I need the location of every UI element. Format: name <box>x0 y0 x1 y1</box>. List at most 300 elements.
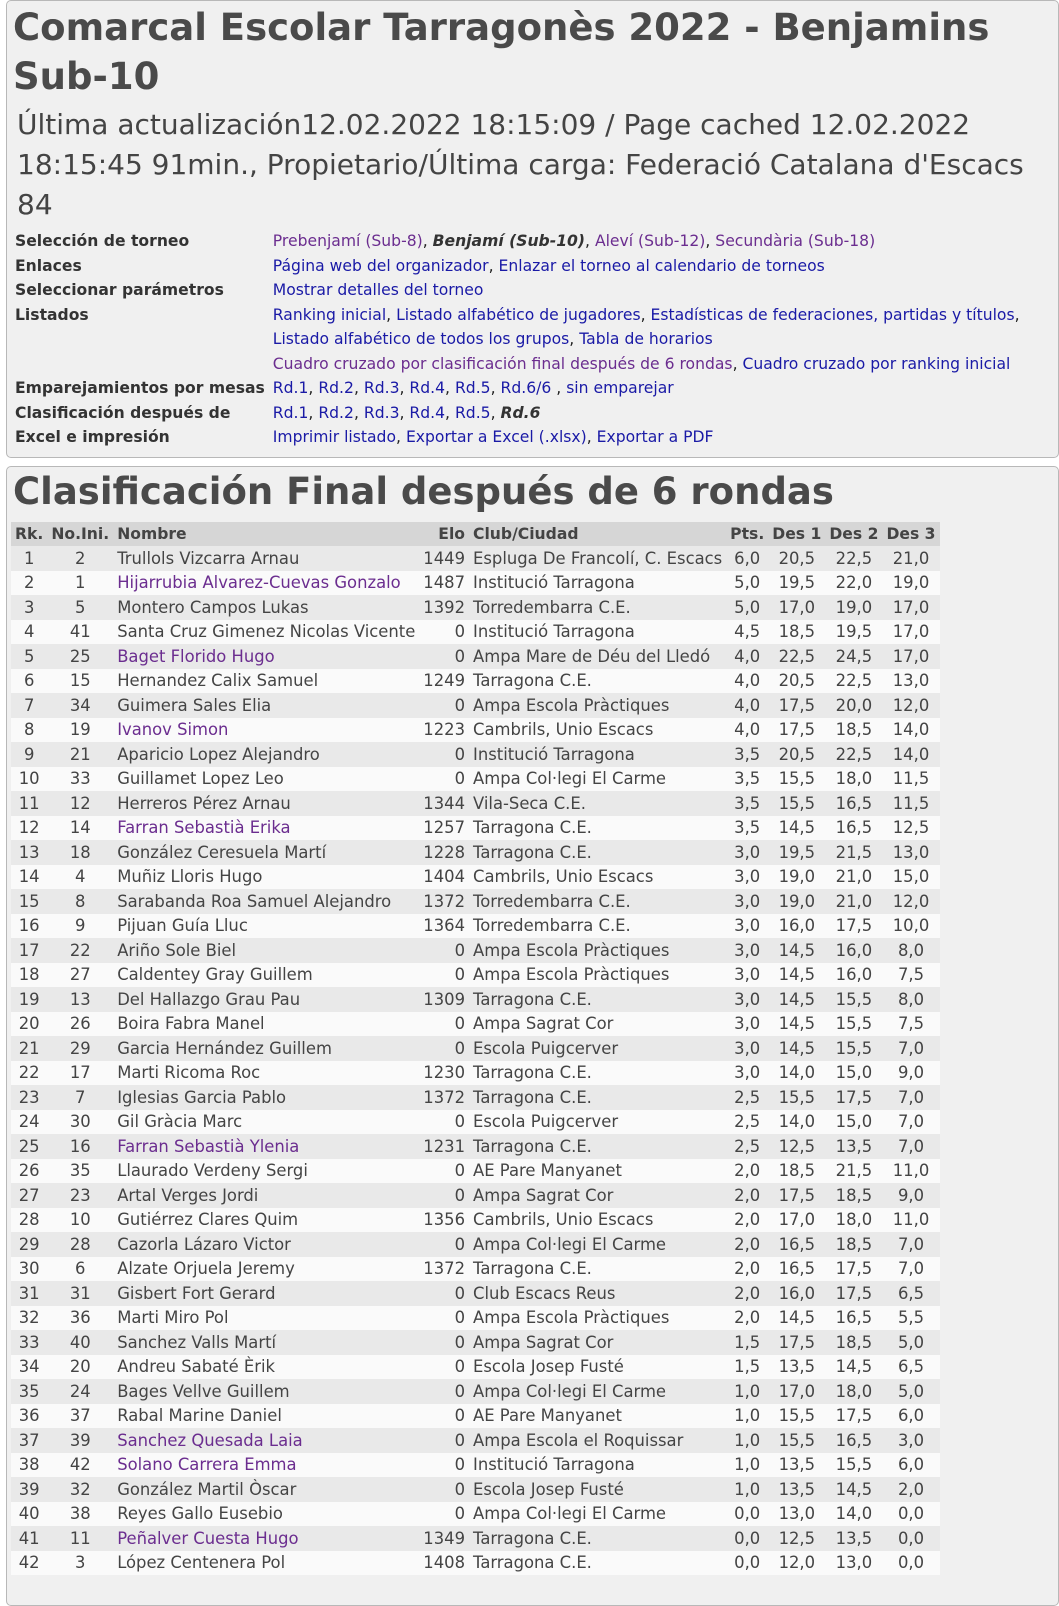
player-name-link[interactable]: Caldentey Gray Guillem <box>113 963 419 988</box>
player-name-link[interactable]: Montero Campos Lukas <box>113 595 419 620</box>
points-cell: 2,0 <box>726 1159 768 1184</box>
link-initial-ranking[interactable]: Ranking inicial <box>272 305 387 324</box>
points-cell: 3,5 <box>726 767 768 792</box>
table-row <box>11 1453 940 1478</box>
rank-cell: 11 <box>11 791 47 816</box>
player-name-link[interactable]: Rabal Marine Daniel <box>113 1404 419 1429</box>
tiebreak-3-cell: 0,0 <box>882 1526 939 1551</box>
player-name-link[interactable]: Sarabanda Roa Samuel Alejandro <box>113 889 419 914</box>
link-show-details[interactable]: Mostrar detalles del torneo <box>272 281 484 299</box>
start-no-cell: 40 <box>47 1330 113 1355</box>
table-row <box>11 1379 940 1404</box>
player-name-link[interactable]: Reyes Gallo Eusebio <box>113 1502 419 1527</box>
player-name-link[interactable]: Marti Ricoma Roc <box>113 1061 419 1086</box>
player-name-link[interactable]: Guimera Sales Elia <box>113 693 419 718</box>
table-row <box>11 1257 940 1282</box>
points-cell: 0,0 <box>726 1526 768 1551</box>
tiebreak-1-cell: 14,5 <box>768 963 825 988</box>
table-row <box>11 791 940 816</box>
player-name-link[interactable]: Santa Cruz Gimenez Nicolas Vicente <box>113 620 419 645</box>
start-no-cell: 25 <box>47 644 113 669</box>
tiebreak-3-cell: 12,5 <box>882 816 939 841</box>
start-no-cell: 28 <box>47 1232 113 1257</box>
points-cell: 5,0 <box>726 571 768 596</box>
club-cell: Escola Josep Fusté <box>469 1477 726 1502</box>
tiebreak-1-cell: 14,0 <box>768 1110 825 1135</box>
start-no-cell: 36 <box>47 1306 113 1331</box>
table-row <box>11 1232 940 1257</box>
tiebreak-2-cell: 15,5 <box>825 1036 882 1061</box>
elo-cell: 0 <box>419 1355 469 1380</box>
tiebreak-3-cell: 7,0 <box>882 1257 939 1282</box>
tiebreak-1-cell: 17,5 <box>768 693 825 718</box>
tiebreak-2-cell: 16,5 <box>825 1306 882 1331</box>
tiebreak-2-cell: 15,0 <box>825 1110 882 1135</box>
link-pairing-rd3[interactable]: Rd.3 <box>363 379 400 397</box>
tiebreak-3-cell: 15,0 <box>882 865 939 890</box>
elo-cell: 1364 <box>419 914 469 939</box>
rank-cell: 24 <box>11 1110 47 1135</box>
tiebreak-2-cell: 14,5 <box>825 1355 882 1380</box>
elo-cell: 1249 <box>419 669 469 694</box>
club-cell: Tarragona C.E. <box>469 1061 726 1086</box>
club-cell: Ampa Mare de Déu del Lledó <box>469 644 726 669</box>
tiebreak-3-cell: 14,0 <box>882 718 939 743</box>
table-row <box>11 1134 940 1159</box>
table-row <box>11 1110 940 1135</box>
rank-cell: 6 <box>11 669 47 694</box>
player-name-link[interactable]: Alzate Orjuela Jeremy <box>113 1257 419 1282</box>
param-label: Listados <box>15 305 89 324</box>
table-row <box>11 718 940 743</box>
club-cell: Institució Tarragona <box>469 571 726 596</box>
points-cell: 3,0 <box>726 889 768 914</box>
link-print[interactable]: Imprimir listado <box>272 428 397 446</box>
elo-cell: 1309 <box>419 987 469 1012</box>
club-cell: Tarragona C.E. <box>469 669 726 694</box>
rank-cell: 38 <box>11 1453 47 1478</box>
rank-cell: 42 <box>11 1551 47 1576</box>
tiebreak-1-cell: 16,0 <box>768 1281 825 1306</box>
start-no-cell: 6 <box>47 1257 113 1282</box>
tiebreak-1-cell: 14,5 <box>768 1012 825 1037</box>
tiebreak-3-cell: 8,0 <box>882 987 939 1012</box>
table-row <box>11 1281 940 1306</box>
player-name-link[interactable]: Gil Gràcia Marc <box>113 1110 419 1135</box>
param-label: Emparejamientos por mesas <box>15 379 265 397</box>
player-name-link[interactable]: Bages Vellve Guillem <box>113 1379 419 1404</box>
link-pairing-rd5[interactable]: Rd.5 <box>454 379 491 397</box>
elo-cell: 0 <box>419 1306 469 1331</box>
points-cell: 2,5 <box>726 1110 768 1135</box>
rank-cell: 7 <box>11 693 47 718</box>
link-alphabetical-groups[interactable]: Listado alfabético de todos los grupos <box>272 330 570 348</box>
tiebreak-3-cell: 21,0 <box>882 546 939 571</box>
rank-cell: 20 <box>11 1012 47 1037</box>
link-export-excel[interactable]: Exportar a Excel (.xlsx) <box>405 428 587 446</box>
club-cell: Espluga De Francolí, C. Escacs <box>469 546 726 571</box>
player-name-link[interactable]: Gisbert Fort Gerard <box>113 1281 419 1306</box>
col-rank: Rk. <box>11 522 47 546</box>
table-row <box>11 1404 940 1429</box>
player-name-link[interactable]: Guillamet Lopez Leo <box>113 767 419 792</box>
col-points: Pts. <box>726 522 768 546</box>
parameters-table <box>11 229 1024 450</box>
elo-cell: 1449 <box>419 546 469 571</box>
player-name-link[interactable]: Sanchez Valls Martí <box>113 1330 419 1355</box>
tiebreak-1-cell: 17,0 <box>768 1379 825 1404</box>
link-export-pdf[interactable]: Exportar a PDF <box>596 428 714 446</box>
elo-cell: 1392 <box>419 595 469 620</box>
player-name-link[interactable]: Hernandez Calix Samuel <box>113 669 419 694</box>
points-cell: 4,0 <box>726 693 768 718</box>
tiebreak-2-cell: 22,5 <box>825 669 882 694</box>
elo-cell: 0 <box>419 938 469 963</box>
player-name-link[interactable]: Gutiérrez Clares Quim <box>113 1208 419 1233</box>
elo-cell: 1223 <box>419 718 469 743</box>
start-no-cell: 12 <box>47 791 113 816</box>
club-cell: Institució Tarragona <box>469 742 726 767</box>
link-pairing-rd6[interactable]: Rd.6/6 <box>500 379 552 397</box>
rank-cell: 31 <box>11 1281 47 1306</box>
club-cell: Tarragona C.E. <box>469 1551 726 1576</box>
club-cell: Ampa Escola Pràctiques <box>469 1306 726 1331</box>
param-label: Excel e impresión <box>15 428 170 446</box>
tiebreak-3-cell: 7,0 <box>882 1232 939 1257</box>
club-cell: Ampa Col·legi El Carme <box>469 1379 726 1404</box>
player-name-link[interactable]: Ariño Sole Biel <box>113 938 419 963</box>
tiebreak-3-cell: 17,0 <box>882 644 939 669</box>
rank-cell: 15 <box>11 889 47 914</box>
tiebreak-3-cell: 11,5 <box>882 767 939 792</box>
tiebreak-3-cell: 9,0 <box>882 1183 939 1208</box>
player-name-link[interactable]: Artal Verges Jordi <box>113 1183 419 1208</box>
player-name-link[interactable]: Muñiz Lloris Hugo <box>113 865 419 890</box>
col-name: Nombre <box>113 522 419 546</box>
rank-cell: 3 <box>11 595 47 620</box>
tiebreak-2-cell: 17,5 <box>825 1085 882 1110</box>
tiebreak-1-cell: 16,0 <box>768 914 825 939</box>
table-row <box>11 1306 940 1331</box>
elo-cell: 0 <box>419 693 469 718</box>
points-cell: 1,0 <box>726 1453 768 1478</box>
tiebreak-3-cell: 17,0 <box>882 595 939 620</box>
rank-cell: 8 <box>11 718 47 743</box>
start-no-cell: 11 <box>47 1526 113 1551</box>
points-cell: 0,0 <box>726 1551 768 1576</box>
start-no-cell: 9 <box>47 914 113 939</box>
rank-cell: 16 <box>11 914 47 939</box>
link-schedule[interactable]: Tabla de horarios <box>579 330 713 348</box>
points-cell: 3,5 <box>726 791 768 816</box>
points-cell: 2,0 <box>726 1281 768 1306</box>
rank-cell: 12 <box>11 816 47 841</box>
tiebreak-2-cell: 21,0 <box>825 865 882 890</box>
elo-cell: 1230 <box>419 1061 469 1086</box>
rank-cell: 19 <box>11 987 47 1012</box>
rank-cell: 40 <box>11 1502 47 1527</box>
player-name-link[interactable]: Baget Florido Hugo <box>113 644 419 669</box>
rank-cell: 39 <box>11 1477 47 1502</box>
tiebreak-2-cell: 20,0 <box>825 693 882 718</box>
start-no-cell: 29 <box>47 1036 113 1061</box>
player-name-link[interactable]: Iglesias Garcia Pablo <box>113 1085 419 1110</box>
tiebreak-3-cell: 11,0 <box>882 1159 939 1184</box>
tiebreak-2-cell: 16,5 <box>825 816 882 841</box>
tiebreak-3-cell: 7,5 <box>882 1012 939 1037</box>
player-name-link[interactable]: Trullols Vizcarra Arnau <box>113 546 419 571</box>
player-name-link[interactable]: López Centenera Pol <box>113 1551 419 1576</box>
club-cell: Vila-Seca C.E. <box>469 791 726 816</box>
table-row <box>11 1355 940 1380</box>
tiebreak-1-cell: 13,5 <box>768 1453 825 1478</box>
points-cell: 4,0 <box>726 644 768 669</box>
elo-cell: 0 <box>419 1012 469 1037</box>
rank-cell: 2 <box>11 571 47 596</box>
start-no-cell: 38 <box>47 1502 113 1527</box>
tiebreak-2-cell: 13,5 <box>825 1526 882 1551</box>
start-no-cell: 16 <box>47 1134 113 1159</box>
points-cell: 3,0 <box>726 1036 768 1061</box>
link-pairing-rd1[interactable]: Rd.1 <box>272 379 309 397</box>
table-row <box>11 693 940 718</box>
link-alevi[interactable]: Aleví (Sub-12) <box>594 232 706 250</box>
club-cell: Tarragona C.E. <box>469 1526 726 1551</box>
link-pairing-rd2[interactable]: Rd.2 <box>318 379 354 397</box>
link-alphabetical-players[interactable]: Listado alfabético de jugadores <box>396 305 641 324</box>
elo-cell: 1372 <box>419 889 469 914</box>
link-unpaired[interactable]: sin emparejar <box>566 379 674 397</box>
elo-cell: 1349 <box>419 1526 469 1551</box>
link-statistics[interactable]: Estadísticas de federaciones, partidas y títulos <box>650 305 1015 324</box>
table-header-row <box>11 522 940 546</box>
tiebreak-3-cell: 7,0 <box>882 1134 939 1159</box>
start-no-cell: 33 <box>47 767 113 792</box>
current-tournament: Benjamí (Sub-10) <box>432 232 586 250</box>
tiebreak-2-cell: 18,5 <box>825 1183 882 1208</box>
param-row-select <box>11 278 1024 303</box>
rank-cell: 27 <box>11 1183 47 1208</box>
tiebreak-1-cell: 16,5 <box>768 1232 825 1257</box>
link-organizer-website[interactable]: Página web del organizador <box>272 256 489 275</box>
player-name-link[interactable]: Andreu Sabaté Èrik <box>113 1355 419 1380</box>
link-crosstable-initial[interactable]: Cuadro cruzado por ranking inicial <box>742 354 1011 373</box>
points-cell: 0,0 <box>726 1502 768 1527</box>
player-name-link[interactable]: Hijarrubia Alvarez-Cuevas Gonzalo <box>113 571 419 596</box>
tiebreak-3-cell: 0,0 <box>882 1502 939 1527</box>
club-cell: Ampa Escola Pràctiques <box>469 938 726 963</box>
player-name-link[interactable]: Ivanov Simon <box>113 718 419 743</box>
rank-cell: 9 <box>11 742 47 767</box>
player-name-link[interactable]: Boira Fabra Manel <box>113 1012 419 1037</box>
tiebreak-2-cell: 24,5 <box>825 644 882 669</box>
table-row <box>11 571 940 596</box>
param-row-export <box>11 425 1024 450</box>
start-no-cell: 22 <box>47 938 113 963</box>
start-no-cell: 23 <box>47 1183 113 1208</box>
link-calendar[interactable]: Enlazar el torneo al calendario de torneos <box>498 256 825 275</box>
tiebreak-1-cell: 16,5 <box>768 1257 825 1282</box>
elo-cell: 0 <box>419 1159 469 1184</box>
tiebreak-2-cell: 16,5 <box>825 791 882 816</box>
start-no-cell: 32 <box>47 1477 113 1502</box>
elo-cell: 0 <box>419 620 469 645</box>
tiebreak-1-cell: 18,5 <box>768 1159 825 1184</box>
tiebreak-1-cell: 13,0 <box>768 1502 825 1527</box>
points-cell: 4,0 <box>726 718 768 743</box>
link-standings-rd4[interactable]: Rd.4 <box>409 403 446 422</box>
tiebreak-3-cell: 7,0 <box>882 1110 939 1135</box>
tiebreak-3-cell: 8,0 <box>882 938 939 963</box>
tiebreak-1-cell: 12,5 <box>768 1526 825 1551</box>
table-row <box>11 889 940 914</box>
club-cell: Ampa Col·legi El Carme <box>469 1502 726 1527</box>
elo-cell: 0 <box>419 1379 469 1404</box>
tiebreak-3-cell: 6,0 <box>882 1453 939 1478</box>
club-cell: Cambrils, Unio Escacs <box>469 718 726 743</box>
start-no-cell: 18 <box>47 840 113 865</box>
tiebreak-1-cell: 15,5 <box>768 791 825 816</box>
link-crosstable-final[interactable]: Cuadro cruzado por clasificación final después de 6 rondas <box>272 354 733 373</box>
club-cell: AE Pare Manyanet <box>469 1404 726 1429</box>
club-cell: Escola Puigcerver <box>469 1036 726 1061</box>
page-title: Comarcal Escolar Tarragonès 2022 - Benjamins Sub-10 <box>13 6 990 98</box>
player-name-link[interactable]: Marti Miro Pol <box>113 1306 419 1331</box>
rank-cell: 41 <box>11 1526 47 1551</box>
elo-cell: 1408 <box>419 1551 469 1576</box>
player-name-link[interactable]: Cazorla Lázaro Victor <box>113 1232 419 1257</box>
tiebreak-2-cell: 18,0 <box>825 1379 882 1404</box>
player-name-link[interactable]: Pijuan Guía Lluc <box>113 914 419 939</box>
rank-cell: 10 <box>11 767 47 792</box>
points-cell: 4,5 <box>726 620 768 645</box>
rank-cell: 26 <box>11 1159 47 1184</box>
elo-cell: 0 <box>419 1428 469 1453</box>
club-cell: Ampa Escola Pràctiques <box>469 963 726 988</box>
player-name-link[interactable]: González Ceresuela Martí <box>113 840 419 865</box>
points-cell: 1,0 <box>726 1477 768 1502</box>
start-no-cell: 3 <box>47 1551 113 1576</box>
link-standings-rd1[interactable]: Rd.1 <box>272 403 309 422</box>
player-name-link[interactable]: González Martil Òscar <box>113 1477 419 1502</box>
rank-cell: 21 <box>11 1036 47 1061</box>
link-standings-rd5[interactable]: Rd.5 <box>454 403 491 422</box>
start-no-cell: 24 <box>47 1379 113 1404</box>
table-row <box>11 595 940 620</box>
tiebreak-2-cell: 19,0 <box>825 595 882 620</box>
player-name-link[interactable]: Farran Sebastià Erika <box>113 816 419 841</box>
rank-cell: 37 <box>11 1428 47 1453</box>
tiebreak-3-cell: 11,5 <box>882 791 939 816</box>
player-name-link[interactable]: Del Hallazgo Grau Pau <box>113 987 419 1012</box>
start-no-cell: 13 <box>47 987 113 1012</box>
player-name-link[interactable]: Herreros Pérez Arnau <box>113 791 419 816</box>
points-cell: 1,0 <box>726 1379 768 1404</box>
tiebreak-1-cell: 14,5 <box>768 987 825 1012</box>
tiebreak-1-cell: 14,5 <box>768 938 825 963</box>
link-secundaria[interactable]: Secundària (Sub-18) <box>715 232 876 250</box>
elo-cell: 0 <box>419 742 469 767</box>
elo-cell: 1228 <box>419 840 469 865</box>
tiebreak-1-cell: 19,0 <box>768 889 825 914</box>
start-no-cell: 15 <box>47 669 113 694</box>
player-name-link[interactable]: Solano Carrera Emma <box>113 1453 419 1478</box>
param-value <box>269 278 1024 303</box>
club-cell: Ampa Col·legi El Carme <box>469 1232 726 1257</box>
table-row <box>11 1208 940 1233</box>
param-row-tournament <box>11 229 1024 254</box>
tiebreak-2-cell: 16,0 <box>825 938 882 963</box>
tiebreak-3-cell: 19,0 <box>882 571 939 596</box>
table-row <box>11 1502 940 1527</box>
param-label: Selección de torneo <box>15 232 190 250</box>
elo-cell: 0 <box>419 1281 469 1306</box>
table-row <box>11 669 940 694</box>
current-standings-round: Rd.6 <box>500 403 541 422</box>
elo-cell: 0 <box>419 963 469 988</box>
table-row <box>11 767 940 792</box>
tiebreak-1-cell: 15,5 <box>768 767 825 792</box>
tiebreak-2-cell: 22,5 <box>825 742 882 767</box>
start-no-cell: 10 <box>47 1208 113 1233</box>
player-name-link[interactable]: Garcia Hernández Guillem <box>113 1036 419 1061</box>
col-club: Club/Ciudad <box>469 522 726 546</box>
table-row <box>11 1428 940 1453</box>
param-value: Rd.1, Rd.2, Rd.3, Rd.4, Rd.5, Rd.6/6 , sin emparejar <box>272 379 674 397</box>
col-elo: Elo <box>419 522 469 546</box>
tiebreak-3-cell: 2,0 <box>882 1477 939 1502</box>
col-start-no: No.Ini. <box>47 522 113 546</box>
tournament-info-panel <box>6 0 1059 458</box>
tiebreak-2-cell: 21,5 <box>825 1159 882 1184</box>
tiebreak-2-cell: 18,0 <box>825 767 882 792</box>
start-no-cell: 30 <box>47 1110 113 1135</box>
elo-cell: 0 <box>419 1183 469 1208</box>
tiebreak-1-cell: 20,5 <box>768 669 825 694</box>
rank-cell: 1 <box>11 546 47 571</box>
start-no-cell: 5 <box>47 595 113 620</box>
link-pairing-rd4[interactable]: Rd.4 <box>409 379 446 397</box>
tiebreak-3-cell: 13,0 <box>882 669 939 694</box>
link-standings-rd3[interactable]: Rd.3 <box>363 403 400 422</box>
param-value: Prebenjamí (Sub-8), Benjamí (Sub-10), Aleví (Sub-12), Secundària (Sub-18) <box>272 232 876 250</box>
link-prebenjami[interactable]: Prebenjamí (Sub-8) <box>272 232 423 250</box>
rank-cell: 28 <box>11 1208 47 1233</box>
player-name-link[interactable]: Sanchez Quesada Laia <box>113 1428 419 1453</box>
elo-cell: 1404 <box>419 865 469 890</box>
player-name-link[interactable]: Farran Sebastià Ylenia <box>113 1134 419 1159</box>
start-no-cell: 34 <box>47 693 113 718</box>
rank-cell: 36 <box>11 1404 47 1429</box>
table-row <box>11 938 940 963</box>
points-cell: 2,5 <box>726 1085 768 1110</box>
tiebreak-1-cell: 17,5 <box>768 1330 825 1355</box>
param-value: Imprimir listado, Exportar a Excel (.xlsx), Exportar a PDF <box>272 428 714 446</box>
tiebreak-3-cell: 17,0 <box>882 620 939 645</box>
player-name-link[interactable]: Aparicio Lopez Alejandro <box>113 742 419 767</box>
player-name-link[interactable]: Peñalver Cuesta Hugo <box>113 1526 419 1551</box>
link-standings-rd2[interactable]: Rd.2 <box>318 403 354 422</box>
tiebreak-1-cell: 14,5 <box>768 1036 825 1061</box>
club-cell: Ampa Sagrat Cor <box>469 1183 726 1208</box>
club-cell: Cambrils, Unio Escacs <box>469 1208 726 1233</box>
tiebreak-2-cell: 13,0 <box>825 1551 882 1576</box>
player-name-link[interactable]: Llaurado Verdeny Sergi <box>113 1159 419 1184</box>
tiebreak-1-cell: 18,5 <box>768 620 825 645</box>
points-cell: 2,0 <box>726 1232 768 1257</box>
club-cell: Torredembarra C.E. <box>469 889 726 914</box>
standings-table <box>11 522 940 1575</box>
